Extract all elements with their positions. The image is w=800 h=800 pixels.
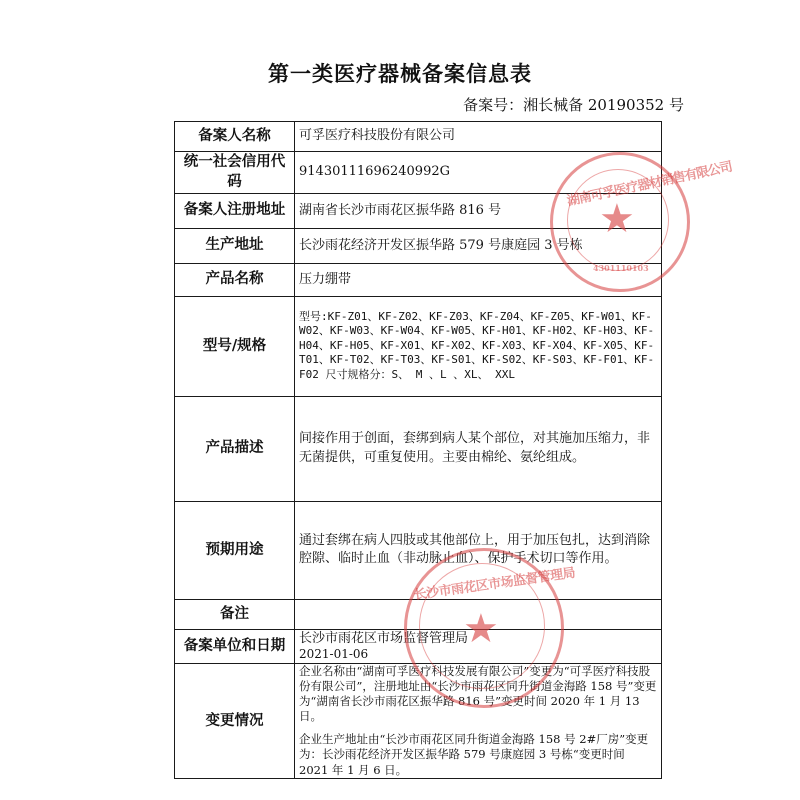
- company-seal-text: 湖南可孚医疗器材销售有限公司: [565, 159, 734, 210]
- label-product-name: 产品名称: [175, 263, 295, 296]
- label-credit-code: 统一社会信用代码: [175, 152, 295, 194]
- value-description: 间接作用于创面，套绑到病人某个部位，对其施加压缩力，非无菌提供，可重复使用。主要由棉纶、氨纶组成。: [295, 396, 662, 501]
- change-paragraph-1: 企业名称由“湖南可孚医疗科技发展有限公司”变更为“可孚医疗科技股份有限公司”，注册地址由“长沙市雨花区同升街道金海路 158 号”变更为“湖南省长沙市雨花区振华路 816 号”变更时间 2020 年 1 月 13 日。: [299, 663, 657, 724]
- table-row-description: [175, 396, 662, 501]
- table-row-remarks: [175, 599, 662, 629]
- table-row-credit-code: [175, 152, 662, 194]
- table-row-product-name: [175, 263, 662, 296]
- value-applicant: 可孚医疗科技股份有限公司: [295, 122, 662, 152]
- table-row-prod-address: [175, 228, 662, 263]
- star-icon: ★: [599, 196, 635, 242]
- label-applicant: 备案人名称: [175, 122, 295, 152]
- value-prod-address: 长沙雨花经济开发区振华路 579 号康庭园 3 号栋: [295, 228, 662, 263]
- star-icon: ★: [463, 606, 499, 652]
- document-title: 第一类医疗器械备案信息表: [268, 61, 532, 86]
- label-model: 型号/规格: [175, 296, 295, 396]
- value-model: 型号:KF-Z01、KF-Z02、KF-Z03、KF-Z04、KF-Z05、KF-W01、KF-W02、KF-W03、KF-W04、KF-W05、KF-H01、KF-H02、KF-H03、KF-H04、KF-H05、KF-X01、KF-X02、KF-X03、KF-X04、KF-X05、KF-T01、KF-T02、KF-T03、KF-S01、KF-S02、KF-S03、KF-F01、KF-F02 尺寸规格分：S、 M 、L 、XL、 XXL: [295, 296, 662, 396]
- table-row-intended-use: [175, 501, 662, 599]
- value-changes: [295, 663, 662, 778]
- table-row-reg-address: [175, 193, 662, 228]
- label-reg-address: 备案人注册地址: [175, 193, 295, 228]
- table-row-model: [175, 296, 662, 396]
- label-authority: 备案单位和日期: [175, 629, 295, 663]
- record-info-table: [174, 121, 662, 779]
- value-reg-address: 湖南省长沙市雨花区振华路 816 号: [295, 193, 662, 228]
- value-remarks: [295, 599, 662, 629]
- label-remarks: 备注: [175, 599, 295, 629]
- value-credit-code: 91430111696240992G: [295, 152, 662, 194]
- value-product-name: 压力绷带: [295, 263, 662, 296]
- authority-seal-text: 长沙市雨花区市场监督管理局: [413, 565, 577, 604]
- authority-unit: 长沙市雨花区市场监督管理局: [299, 631, 469, 647]
- authority-date: 2021-01-06: [299, 647, 369, 662]
- table-row-authority: [175, 629, 662, 663]
- label-changes: 变更情况: [175, 663, 295, 778]
- table-row-applicant: [175, 122, 662, 152]
- label-description: 产品描述: [175, 396, 295, 501]
- record-number: 备案号：湘长械备 20190352 号: [463, 96, 684, 114]
- value-authority: [295, 629, 662, 663]
- label-prod-address: 生产地址: [175, 228, 295, 263]
- value-intended-use: 通过套绑在病人四肢或其他部位上，用于加压包扎，达到消除腔隙、临时止血（非动脉止血）、保护手术切口等作用。: [295, 501, 662, 599]
- change-paragraph-2: 企业生产地址由“长沙市雨花区同升街道金海路 158 号 2#厂房”变更为：长沙雨花经济开发区振华路 579 号康庭园 3 号栋“变更时间 2021 年 1 月 6 日。: [299, 732, 649, 777]
- label-intended-use: 预期用途: [175, 501, 295, 599]
- company-seal-code: 4301110103: [593, 263, 649, 273]
- table-row-changes: [175, 663, 662, 778]
